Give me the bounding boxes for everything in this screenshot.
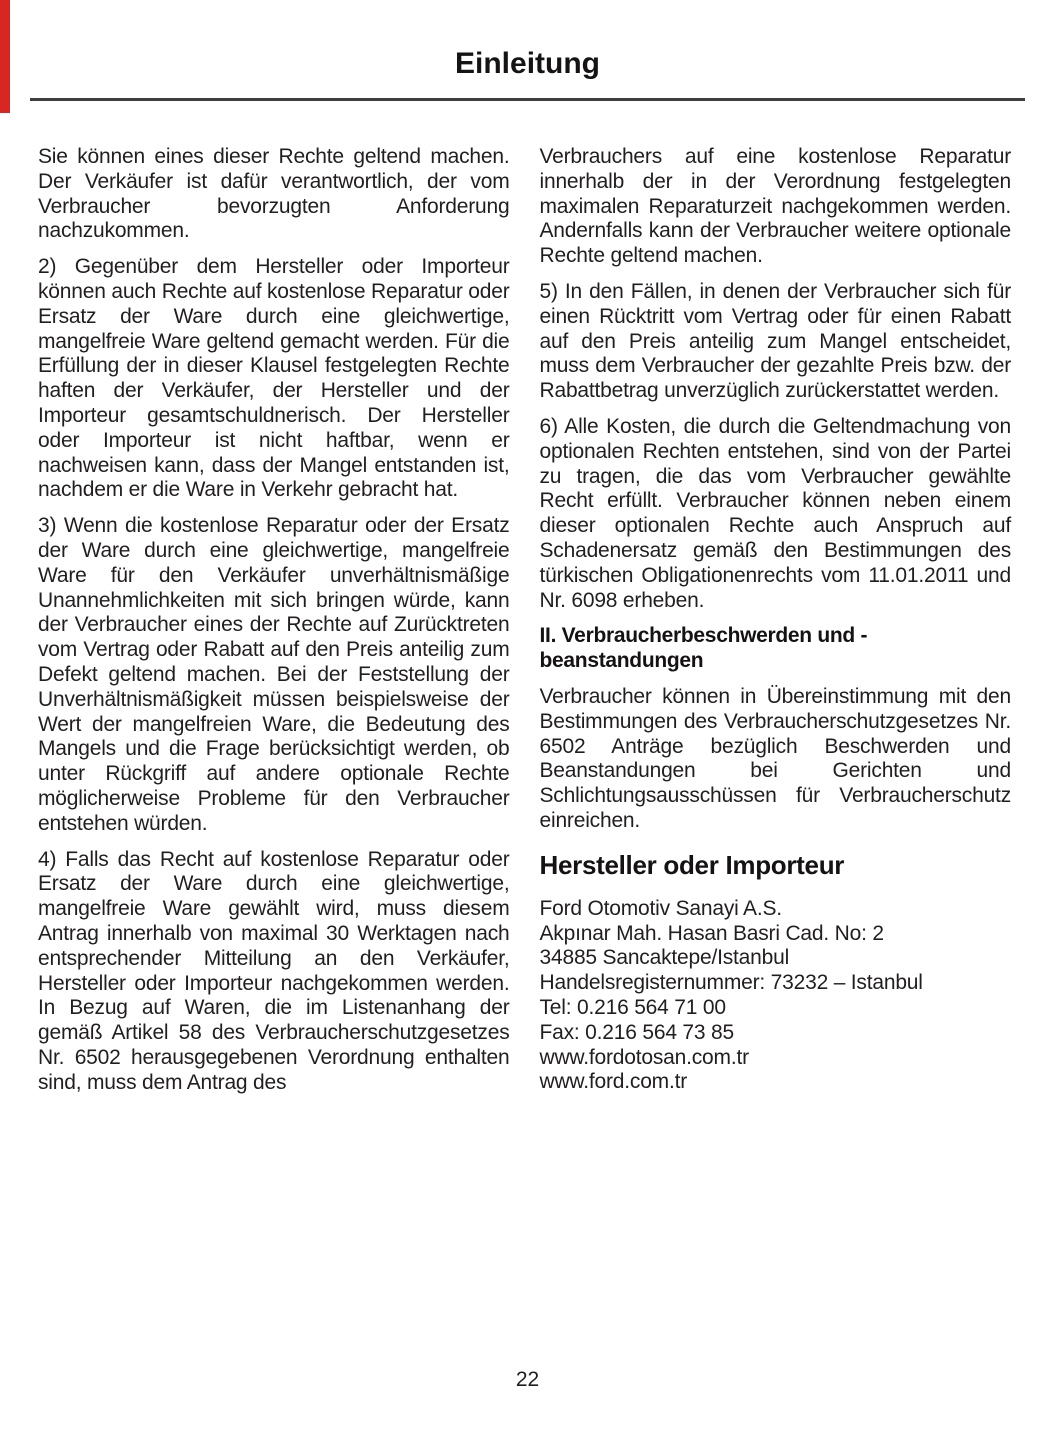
website-url: www.fordotosan.com.tr bbox=[539, 1045, 749, 1069]
page-number: 22 bbox=[515, 1368, 540, 1391]
paragraph: 4) Falls das Recht auf kostenlose Reparatur oder Ersatz der Ware durch eine gleichwertige, mangelfreie Ware gewählt wird, muss diesem Antrag innerhalb von maximal 30 Werktagen nach entsprechender Mitteilung an den Verkäufer, Hersteller oder Importeur nachgekommen werden. In Bezug auf Waren, die im Listenanhang der gemäß Artikel 58 des Verbraucherschutzgesetzes Nr. 6502 herausgegebenen Verordnung enthalten sind, muss dem Antrag des bbox=[38, 847, 510, 1094]
address-line: Akpınar Mah. Hasan Basri Cad. No: 2 bbox=[539, 921, 884, 945]
paragraph: 2) Gegenüber dem Hersteller oder Importeur können auch Rechte auf kostenlose Reparatur oder Ersatz der Ware durch eine gleichwertige, mangelfreie Ware geltend gemacht werden. Für die Erfüllung der in dieser Klausel festgelegten Rechte haften der Verkäufer, der Hersteller und der Importeur gesamtschuldnerisch. Der Hersteller oder Importeur ist nicht haftbar, wenn er nachweisen kann, dass der Mangel entstanden ist, nachdem er die Ware in Verkehr gebracht hat. bbox=[38, 255, 510, 502]
paragraph: Sie können eines dieser Rechte geltend machen. Der Verkäufer ist dafür verantwortlich, der vom Verbraucher bevorzugten Anforderung nachzukommen. bbox=[38, 145, 510, 243]
paragraph: 3) Wenn die kostenlose Reparatur oder der Ersatz der Ware durch eine gleichwertige, mangelfreie Ware für den Verkäufer unverhältnismäßige Unannehmlichkeiten mit sich bringen würde, kann der Verbraucher eines der Rechte auf Zurücktreten vom Vertrag oder Rabatt auf den Preis anteilig zum Defekt geltend machen. Bei der Feststellung der Unverhältnismäßigkeit müssen beispielsweise der Wert der mangelfreien Ware, die Bedeutung des Mangels und die Frage berücksichtigt werden, ob unter Rückgriff auf andere optionale Rechte möglicherweise Probleme für den Verbraucher entstehen würden. bbox=[38, 514, 510, 835]
website-url: www.ford.com.tr bbox=[539, 1070, 688, 1094]
paragraph: Verbraucher können in Übereinstimmung mit den Bestimmungen des Verbraucherschutzgesetzes Nr. 6502 Anträge bezüglich Beschwerden und Beanstandungen bei Gerichten und Schlichtungsausschüssen für Verbraucherschutz einreichen. bbox=[539, 684, 1011, 832]
text-columns bbox=[0, 101, 1055, 1106]
page-title: Einleitung bbox=[455, 47, 600, 80]
paragraph: 6) Alle Kosten, die durch die Geltendmachung von optionalen Rechten entstehen, sind von der Partei zu tragen, die das vom Verbraucher gewählte Recht erfüllt. Verbraucher können neben einem dieser optionalen Rechte auch Anspruch auf Schadenersatz gemäß den Bestimmungen des türkischen Obligationenrechts vom 11.01.2011 und Nr. 6098 erheben. bbox=[539, 414, 1011, 612]
chapter-edge-marker bbox=[0, 0, 10, 113]
address-line: Fax: 0.216 564 73 85 bbox=[539, 1020, 734, 1044]
address-line: Ford Otomotiv Sanayi A.S. bbox=[539, 896, 782, 920]
address-line: Tel: 0.216 564 71 00 bbox=[539, 995, 726, 1019]
address-line: 34885 Sancaktepe/Istanbul bbox=[539, 946, 790, 970]
right-column bbox=[540, 145, 1012, 1106]
left-column bbox=[38, 145, 510, 1106]
paragraph: Verbrauchers auf eine kostenlose Reparatur innerhalb der in der Verordnung festgelegten maximalen Reparaturzeit nachgekommen werden. Andernfalls kann der Verbraucher weitere optionale Rechte geltend machen. bbox=[539, 145, 1011, 268]
section-subheading: II. Verbraucherbeschwerden und -beanstandungen bbox=[539, 624, 868, 673]
address-line: Handelsregisternummer: 73232 – Istanbul bbox=[539, 971, 923, 995]
section-heading: Hersteller oder Importeur bbox=[539, 849, 845, 880]
manufacturer-address-block bbox=[540, 897, 1012, 1095]
paragraph: 5) In den Fällen, in denen der Verbraucher sich für einen Rücktritt vom Vertrag oder für einen Rabatt auf den Preis anteilig zum Mangel entscheidet, muss dem Verbraucher der gezahlte Preis bzw. der Rabattbetrag unverzüglich zurückerstattet werden. bbox=[539, 279, 1011, 403]
